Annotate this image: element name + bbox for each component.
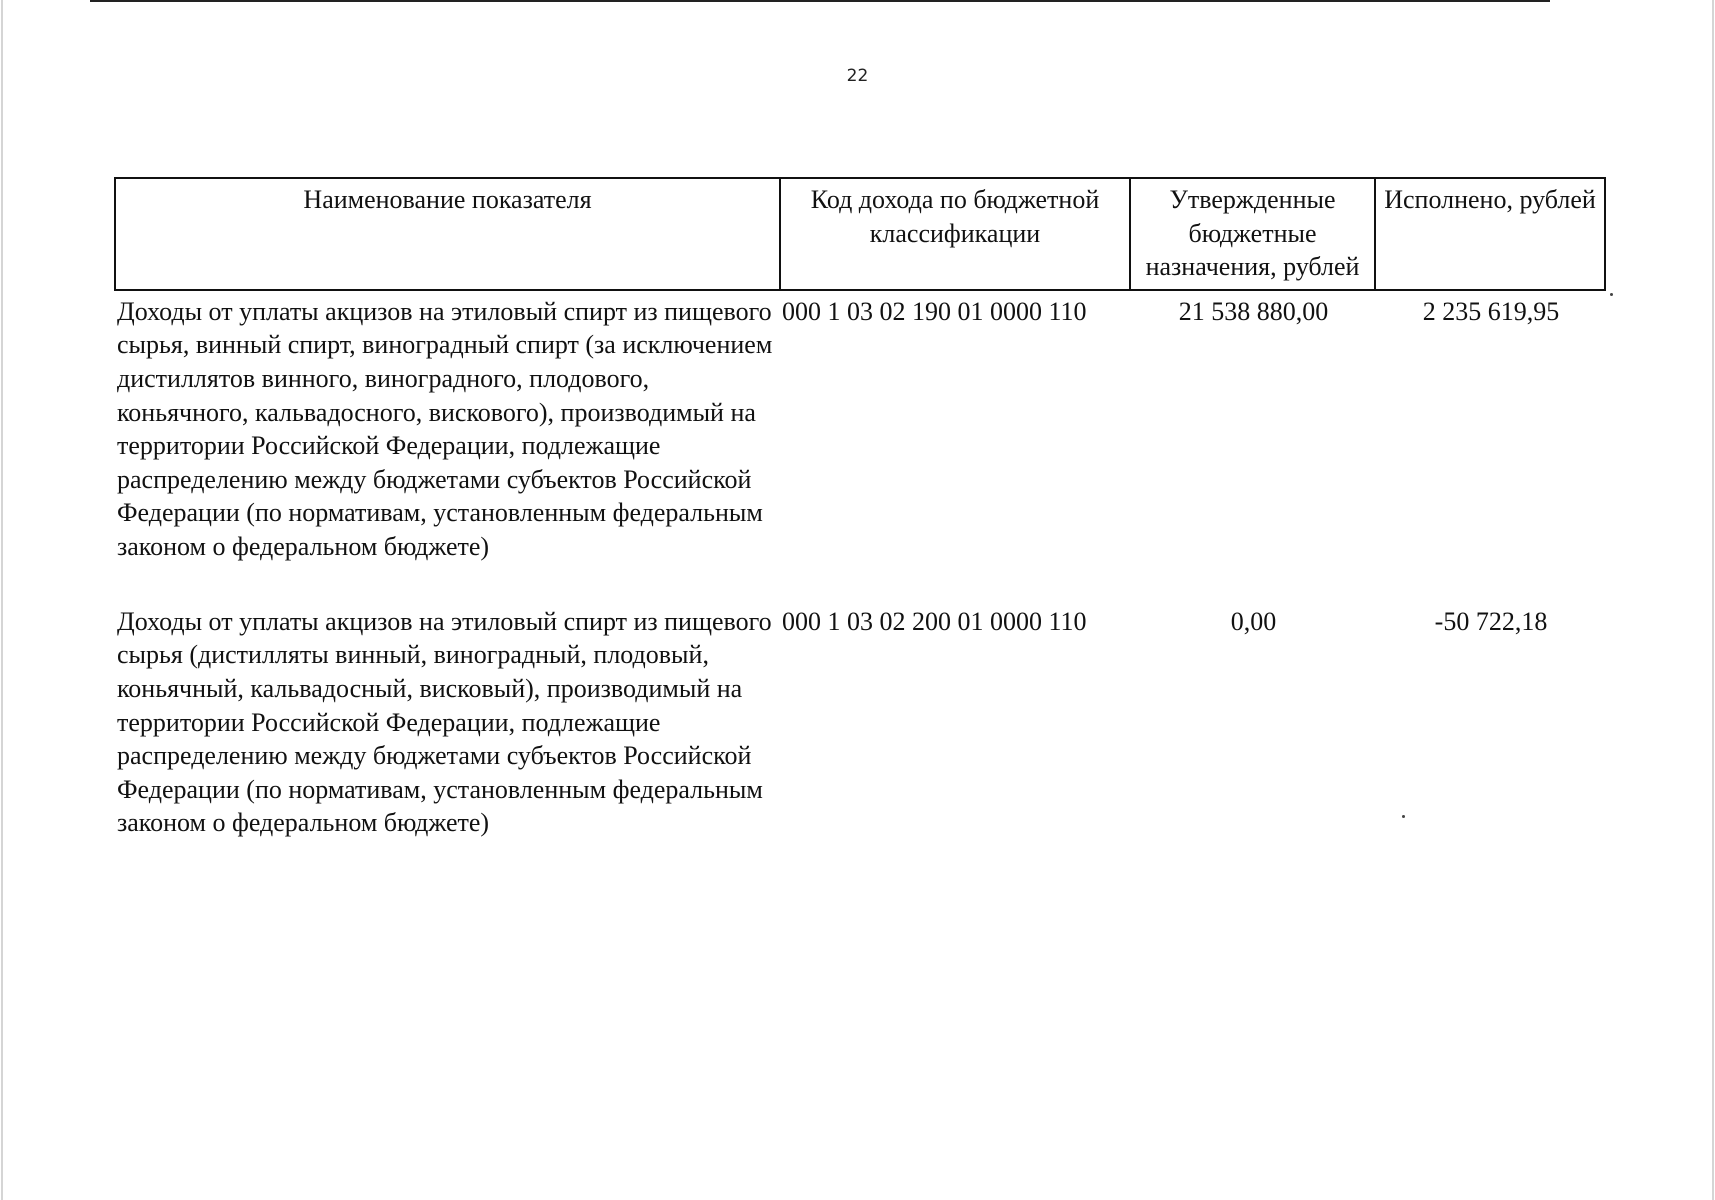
row-name: Доходы от уплаты акцизов на этиловый спирт из пищевого сырья (дистилляты винный, виноградный, плодовый, коньячный, кальвадосный, висковый), производимый на территории Российской Федерации, подлежащие распределению между бюджетами субъектов Российской Федерации (по нормативам, установленным федеральным законом о федеральном бюджете) xyxy=(117,606,772,838)
table-row xyxy=(115,290,1605,601)
scan-speck xyxy=(1402,815,1405,818)
scan-edge-left xyxy=(1,0,3,1200)
top-rule xyxy=(90,0,1550,2)
header-executed: Исполнено, рублей xyxy=(1375,178,1605,290)
budget-table xyxy=(114,177,1606,885)
row-approved: 21 538 880,00 xyxy=(1178,296,1329,326)
row-code: 000 1 03 02 200 01 0000 110 xyxy=(782,606,1087,636)
page-number: 22 xyxy=(846,66,869,86)
header-name: Наименование показателя xyxy=(115,178,780,290)
table-header-row xyxy=(115,178,1605,290)
row-executed: -50 722,18 xyxy=(1434,606,1548,636)
row-name: Доходы от уплаты акцизов на этиловый спирт из пищевого сырья, винный спирт, виноградный спирт (за исключением дистиллятов винного, виноградного, плодового, коньячного, кальвадосного, вискового), производимый на территории Российской Федерации, подлежащие распределению между бюджетами субъектов Российской Федерации (по нормативам, установленным федеральным законом о федеральном бюджете) xyxy=(117,296,773,561)
row-code: 000 1 03 02 190 01 0000 110 xyxy=(782,296,1087,326)
header-approved: Утвержденные бюджетные назначения, рублей xyxy=(1130,178,1375,290)
scan-edge-right xyxy=(1712,0,1714,1200)
header-code: Код дохода по бюджетной классификации xyxy=(780,178,1130,290)
scan-speck xyxy=(1610,293,1613,296)
table-row xyxy=(115,601,1605,885)
row-executed: 2 235 619,95 xyxy=(1422,296,1560,326)
row-approved: 0,00 xyxy=(1230,606,1277,636)
